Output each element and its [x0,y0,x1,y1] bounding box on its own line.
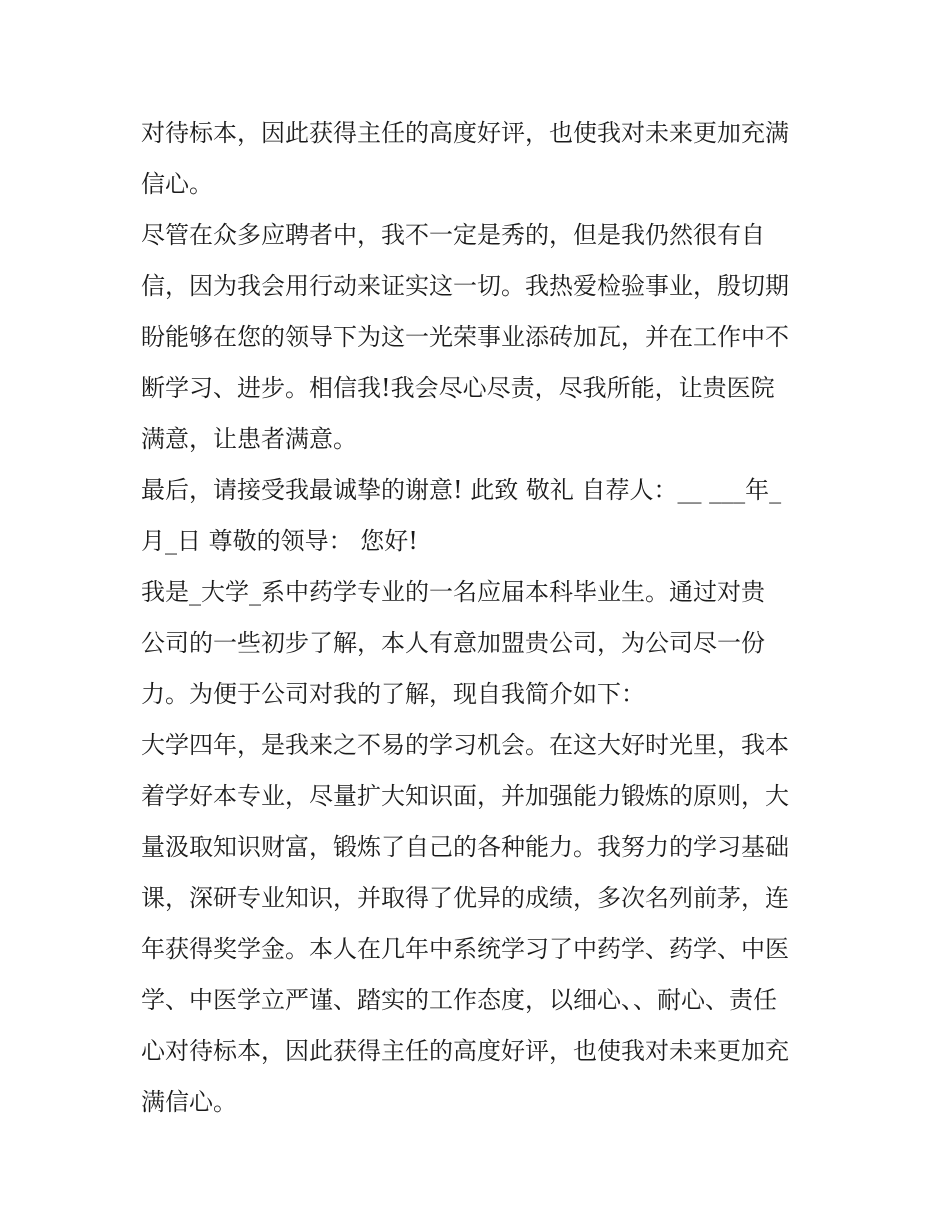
text-line: 最后，请接受我最诚挚的谢意! 此致 敬礼 自荐人：__ ___年_ [141,476,782,504]
text-line: 着学好本专业，尽量扩大知识面，并加强能力锻炼的原则，大 [141,782,789,810]
text-line: 断学习、进步。相信我!我会尽心尽责，尽我所能，让贵医院 [141,374,775,402]
text-line: 力。为便于公司对我的了解，现自我简介如下： [141,680,645,708]
text-line: 心对待标本，因此获得主任的高度好评，也使我对未来更加充 [141,1037,789,1065]
text-line: 信心。 [141,170,213,198]
text-line: 学、中医学立严谨、踏实的工作态度，以细心、、耐心、责任 [141,986,777,1014]
text-line: 信，因为我会用行动来证实这一切。我热爱检验事业，殷切期 [141,272,789,300]
text-line: 盼能够在您的领导下为这一光荣事业添砖加瓦，并在工作中不 [141,323,789,351]
text-line: 尽管在众多应聘者中，我不一定是秀的，但是我仍然很有自 [141,221,765,249]
document-body [141,108,821,1128]
text-line: 满意，让患者满意。 [141,425,357,453]
text-line: 量汲取知识财富，锻炼了自己的各种能力。我努力的学习基础 [141,833,789,861]
text-line: 公司的一些初步了解，本人有意加盟贵公司，为公司尽一份 [141,629,765,657]
text-line: 满信心。 [141,1088,237,1116]
text-line: 课，深研专业知识，并取得了优异的成绩，多次名列前茅，连 [141,884,789,912]
text-line: 对待标本，因此获得主任的高度好评，也使我对未来更加充满 [141,119,789,147]
text-line: 大学四年，是我来之不易的学习机会。在这大好时光里，我本 [141,731,789,759]
text-line: 月_日 尊敬的领导： 您好! [141,527,418,555]
text-line: 我是_大学_系中药学专业的一名应届本科毕业生。通过对贵 [141,578,765,606]
text-line: 年获得奖学金。本人在几年中系统学习了中药学、药学、中医 [141,935,789,963]
